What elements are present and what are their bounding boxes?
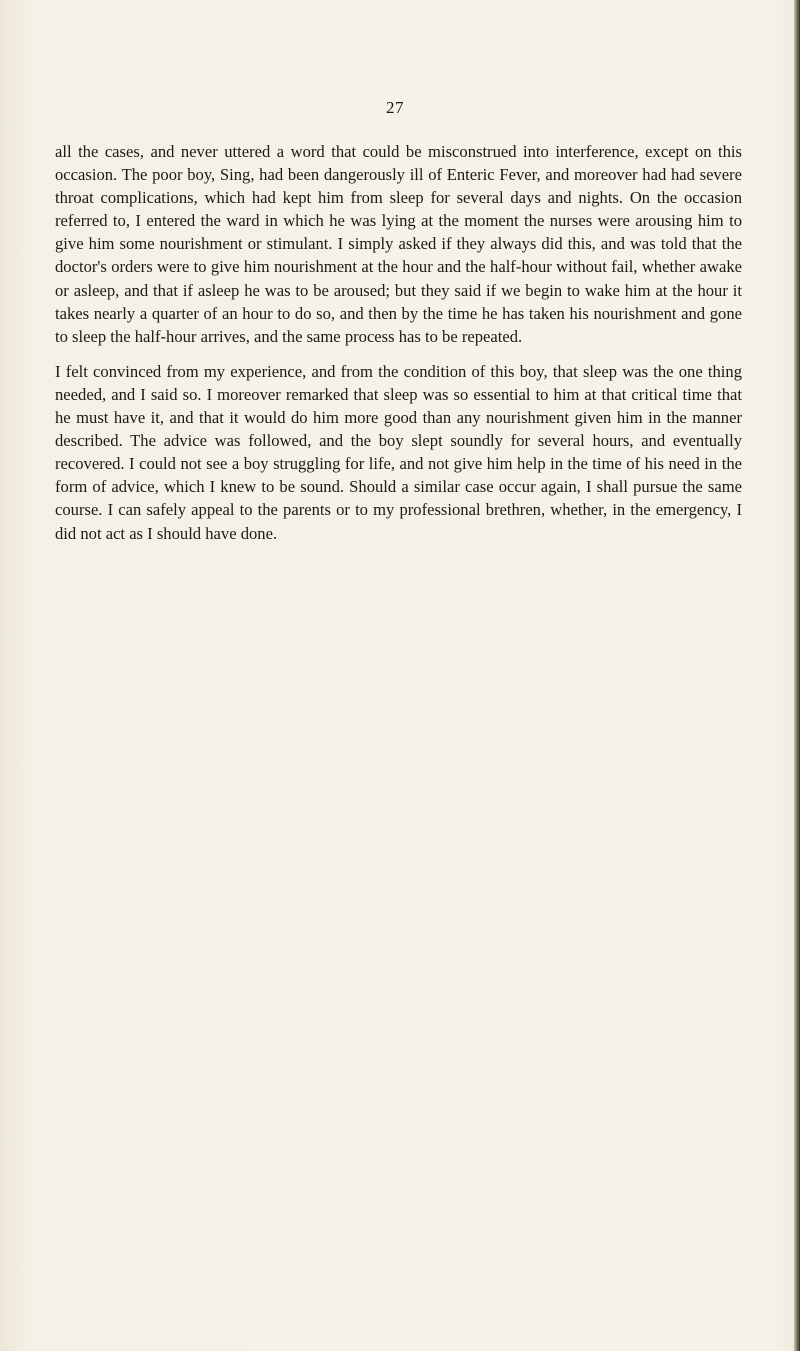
paragraph-2: I felt convinced from my experience, and from the condition of this boy, that sleep was the one thing needed, and I said so. I moreover remarked that sleep was so essential to him at that critical time that he must have it, and that it would do him more good than any nourishment given him in the manner described. The advice was followed, and the boy slept soundly for several hours, and eventually recovered. I could not see a boy struggling for life, and not give him help in the time of his need in the form of advice, which I knew to be sound. Should a similar case occur again, I shall pursue the same course. I can safely appeal to the parents or to my professional brethren, whether, in the emergency, I did not act as I should have done. bbox=[55, 361, 742, 543]
paragraph-1: all the cases, and never uttered a word that could be misconstrued into interference, except on this occasion. The poor boy, Sing, had been dangerously ill of Enteric Fever, and moreover had had severe throat complications, which had kept him from sleep for several days and nights. On the occasion referred to, I entered the ward in which he was lying at the moment the nurses were arousing him to give him some nourishment or stimulant. I simply asked if they always did this, and was told that the doctor's orders were to give him nourishment at the hour and the half-hour without fail, whether awake or asleep, and that if asleep he was to be aroused; but they said if we begin to wake him at the hour it takes nearly a quarter of an hour to do so, and then by the time he has taken his nourishment and gone to sleep the half-hour arrives, and the same process has to be repeated. bbox=[55, 142, 742, 346]
page-number: 27 bbox=[386, 98, 404, 117]
body-text bbox=[55, 140, 742, 545]
page-spine-edge bbox=[794, 0, 800, 1351]
